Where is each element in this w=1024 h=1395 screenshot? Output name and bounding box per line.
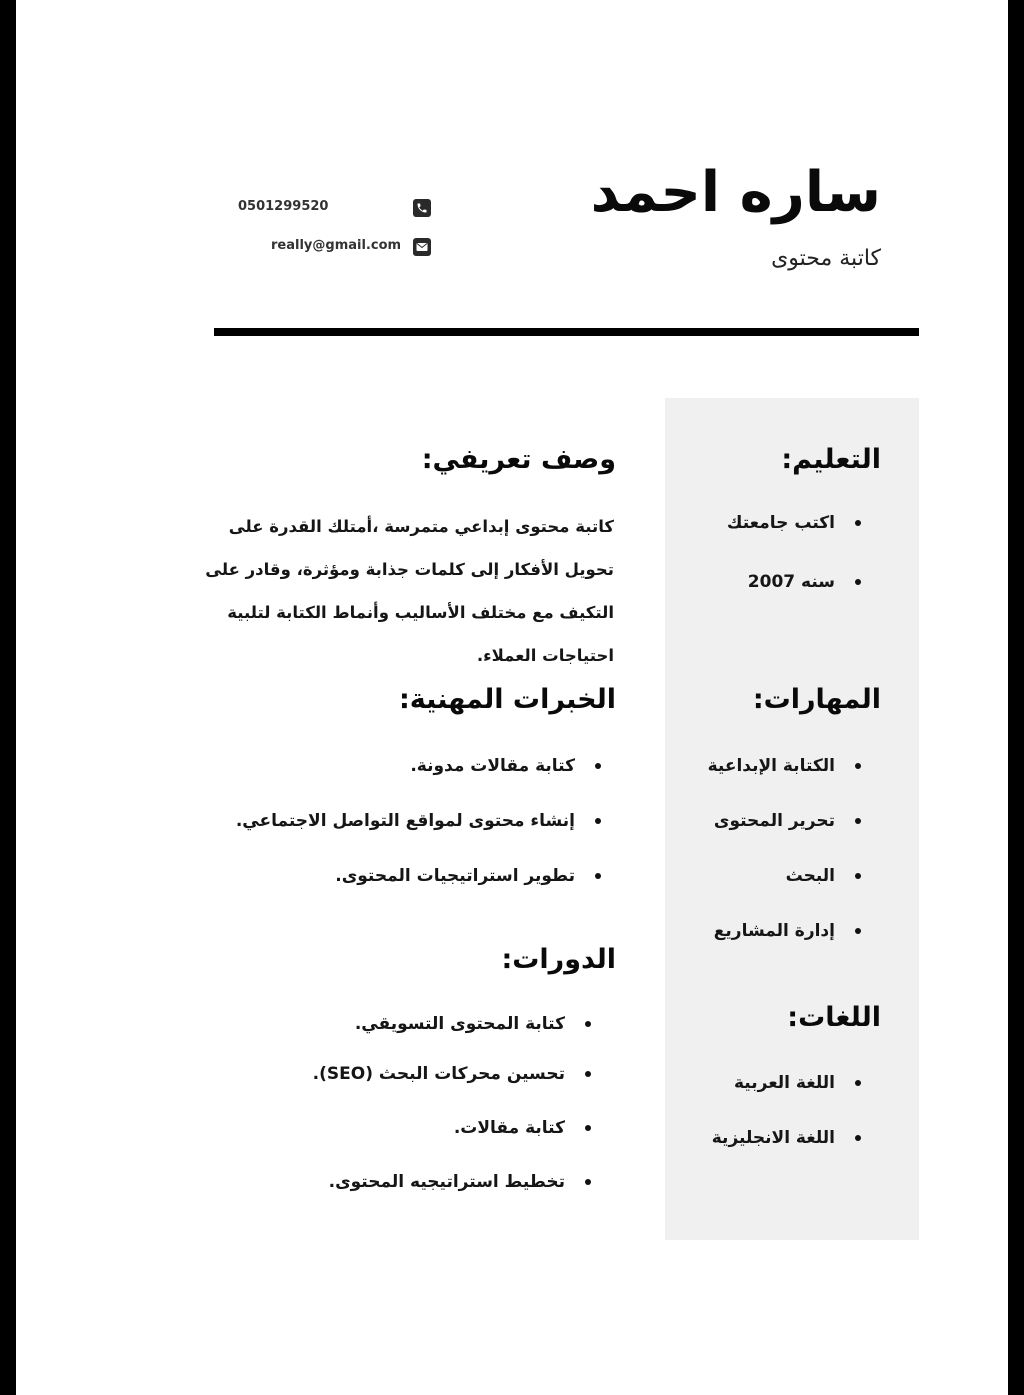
list-item: إنشاء محتوى لمواقع التواصل الاجتماعي. xyxy=(216,809,601,833)
list-item: اكتب جامعتك xyxy=(676,511,861,535)
languages-list xyxy=(676,1071,861,1150)
email-address[interactable]: really@gmail.com xyxy=(271,238,402,253)
phone-number[interactable]: 0501299520 xyxy=(238,199,329,214)
list-item: كتابة مقالات مدونة. xyxy=(216,754,601,778)
list-item: تطوير استراتيجيات المحتوى. xyxy=(216,864,601,888)
mail-icon xyxy=(413,238,431,256)
list-item: البحث xyxy=(676,864,861,888)
list-item: الكتابة الإبداعية xyxy=(676,754,861,778)
skills-list xyxy=(676,754,861,943)
list-item: اللغة العربية xyxy=(676,1071,861,1095)
list-item: إدارة المشاريع xyxy=(676,919,861,943)
candidate-title: كاتبة محتوى xyxy=(771,246,881,271)
header-divider xyxy=(214,328,919,336)
candidate-name: ساره احمد xyxy=(590,160,881,225)
list-item: كتابة مقالات. xyxy=(216,1116,591,1140)
profile-heading: وصف تعريفي: xyxy=(421,444,616,475)
education-list xyxy=(676,511,861,594)
skills-heading: المهارات: xyxy=(752,684,881,715)
languages-heading: اللغات: xyxy=(787,1002,881,1033)
education-heading: التعليم: xyxy=(781,444,881,475)
list-item: تخطيط استراتيجيه المحتوى. xyxy=(216,1170,591,1194)
experience-heading: الخبرات المهنية: xyxy=(399,684,616,715)
courses-list xyxy=(216,1012,591,1194)
list-item: كتابة المحتوى التسويقي. xyxy=(216,1012,591,1036)
experience-list xyxy=(216,754,601,888)
list-item: سنه 2007 xyxy=(676,570,861,594)
courses-heading: الدورات: xyxy=(501,944,616,975)
profile-text: كاتبة محتوى إبداعي متمرسة ،أمتلك القدرة على تحويل الأفكار إلى كلمات جذابة ومؤثرة، وقادر على التكيف مع مختلف الأساليب وأنماط الكتابة لتلبية احتياجات العملاء. xyxy=(205,517,614,665)
list-item: تحرير المحتوى xyxy=(676,809,861,833)
resume-page xyxy=(16,0,1008,1395)
phone-icon xyxy=(413,199,431,217)
list-item: اللغة الانجليزية xyxy=(676,1126,861,1150)
list-item: تحسين محركات البحث (SEO). xyxy=(216,1062,591,1086)
